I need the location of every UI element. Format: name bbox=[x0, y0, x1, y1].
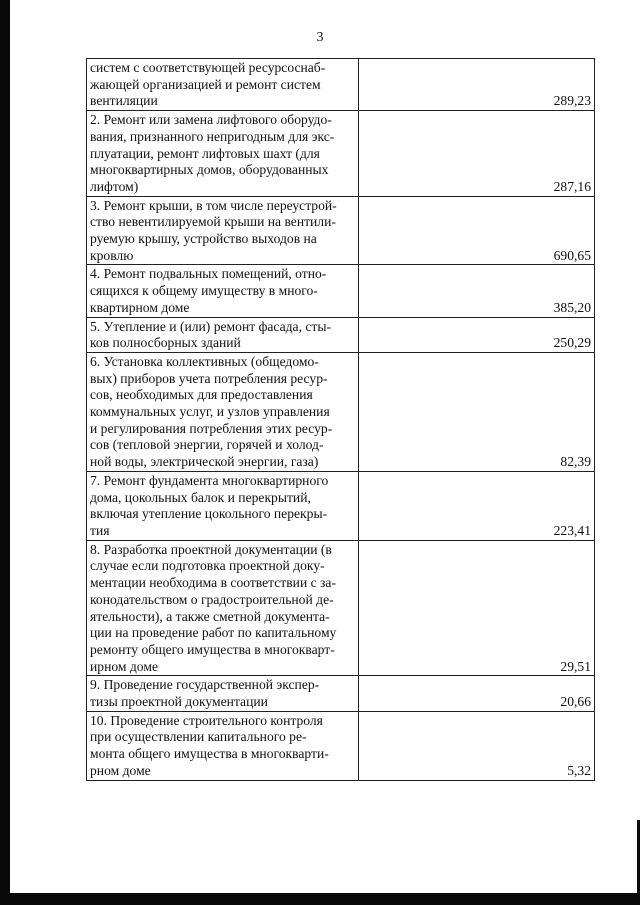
work-description: 9. Проведение государственной экспер- тизы проектной документации bbox=[87, 676, 359, 711]
work-description: 5. Утепление и (или) ремонт фасада, сты- ков полносборных зданий bbox=[87, 317, 359, 352]
cost-value: 250,29 bbox=[359, 317, 595, 352]
cost-value: 287,16 bbox=[359, 111, 595, 197]
page-number: 3 bbox=[316, 30, 324, 45]
work-description: 6. Установка коллективных (общедомо- вых) приборов учета потребления ресур- сов, необходимых для предоставления коммунальных услуг, и узлов управления и регулирования потребления этих ресур- сов (тепловой энергии, горячей и холод- ной воды, электрической энергии, газа) bbox=[87, 352, 359, 471]
table-row bbox=[87, 59, 595, 111]
cost-table bbox=[86, 58, 595, 781]
cost-value: 690,65 bbox=[359, 196, 595, 265]
scan-edge-left bbox=[0, 0, 10, 905]
work-description: 4. Ремонт подвальных помещений, отно- сящихся к общему имуществу в много- квартирном доме bbox=[87, 265, 359, 317]
work-description: 2. Ремонт или замена лифтового оборудо- вания, признанного непригодным для экс- плуатации, ремонт лифтовых шахт (для многоквартирных домов, оборудованных лифтом) bbox=[87, 111, 359, 197]
table-row bbox=[87, 352, 595, 471]
cost-value: 385,20 bbox=[359, 265, 595, 317]
work-description: 10. Проведение строительного контроля при осуществлении капитального ре- монта общего имущества в многокварти- рном доме bbox=[87, 711, 359, 780]
cost-value: 5,32 bbox=[359, 711, 595, 780]
work-description: 8. Разработка проектной документации (в случае если подготовка проектной доку- ментации необходима в соответствии с за- конодательством о градостроительной де- ятельности), а также сметной документа- ции на проведение работ по капитальному ремонту общего имущества в многокварт- ирном доме bbox=[87, 540, 359, 676]
cost-value: 29,51 bbox=[359, 540, 595, 676]
table-row bbox=[87, 196, 595, 265]
table-row bbox=[87, 111, 595, 197]
cost-value: 20,66 bbox=[359, 676, 595, 711]
table-row bbox=[87, 471, 595, 540]
cost-value: 289,23 bbox=[359, 59, 595, 111]
table-row bbox=[87, 711, 595, 780]
scan-edge-bottom bbox=[0, 893, 640, 905]
table-row bbox=[87, 265, 595, 317]
table-row bbox=[87, 317, 595, 352]
table-row bbox=[87, 540, 595, 676]
work-description: 3. Ремонт крыши, в том числе переустрой- ство невентилируемой крыши на вентили- руемую крышу, устройство выходов на кровлю bbox=[87, 196, 359, 265]
work-description: систем с соответствующей ресурсоснаб- жающей организацией и ремонт систем вентиляции bbox=[87, 59, 359, 111]
table-row bbox=[87, 676, 595, 711]
work-description: 7. Ремонт фундамента многоквартирного дома, цокольных балок и перекрытий, включая утепление цокольного перекры- тия bbox=[87, 471, 359, 540]
cost-value: 82,39 bbox=[359, 352, 595, 471]
cost-value: 223,41 bbox=[359, 471, 595, 540]
